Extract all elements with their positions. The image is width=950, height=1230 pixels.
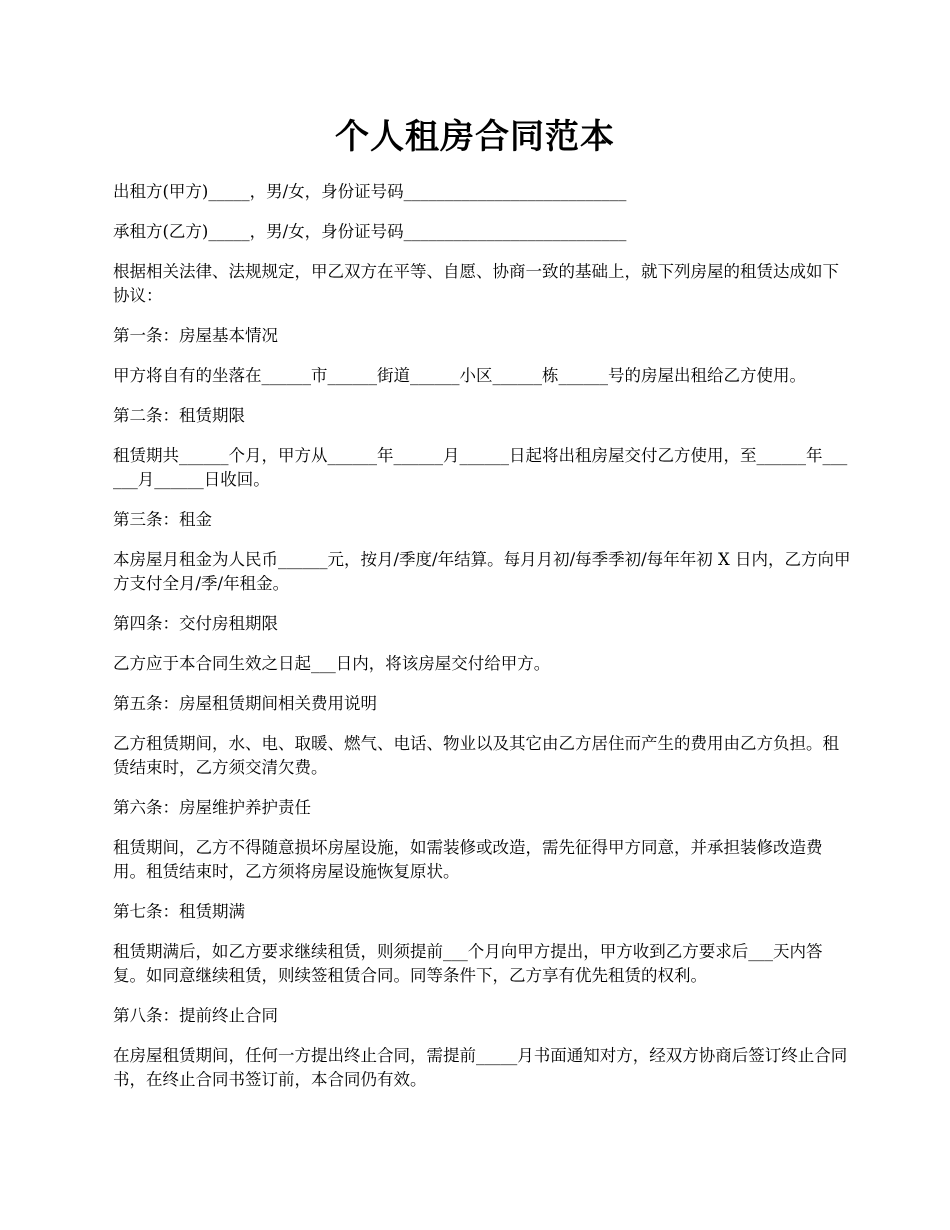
- party-b-line: 承租方(乙方)_____，男/女，身份证号码___________________________: [113, 222, 627, 241]
- article-2-heading: 第二条：租赁期限: [113, 406, 245, 425]
- article-1-heading: 第一条：房屋基本情况: [113, 326, 278, 345]
- article-3-text: 本房屋月租金为人民币______元，按月/季度/年结算。每月月初/每季季初/每年年初 X 日内，乙方向甲方支付全月/季/年租金。: [113, 550, 851, 593]
- article-2-text: 租赁期共______个月，甲方从______年______月______日起将出租房屋交付乙方使用，至______年______月______日收回。: [113, 446, 848, 489]
- article-5-text: 乙方租赁期间，水、电、取暖、燃气、电话、物业以及其它由乙方居住而产生的费用由乙方负担。租赁结束时，乙方须交清欠费。: [113, 734, 839, 777]
- article-7-heading: 第七条：租赁期满: [113, 902, 245, 921]
- article-5-heading: 第五条：房屋租赁期间相关费用说明: [113, 694, 377, 713]
- article-4-text: 乙方应于本合同生效之日起___日内，将该房屋交付给甲方。: [113, 654, 551, 673]
- article-4-heading: 第四条：交付房租期限: [113, 614, 278, 633]
- article-8-text: 在房屋租赁期间，任何一方提出终止合同，需提前_____月书面通知对方，经双方协商后签订终止合同书，在终止合同书签订前，本合同仍有效。: [113, 1046, 848, 1089]
- article-6-heading: 第六条：房屋维护养护责任: [113, 798, 311, 817]
- article-8-heading: 第八条：提前终止合同: [113, 1006, 278, 1025]
- party-a-line: 出租方(甲方)_____，男/女，身份证号码___________________________: [113, 182, 627, 201]
- article-1-text: 甲方将自有的坐落在______市______街道______小区______栋______号的房屋出租给乙方使用。: [113, 366, 806, 385]
- article-3-heading: 第三条：租金: [113, 510, 212, 529]
- document-body: [113, 180, 853, 1108]
- document-title: 个人租房合同范本: [335, 117, 615, 157]
- article-6-text: 租赁期间，乙方不得随意损坏房屋设施，如需装修或改造，需先征得甲方同意，并承担装修改造费用。租赁结束时，乙方须将房屋设施恢复原状。: [113, 838, 823, 881]
- article-7-text: 租赁期满后，如乙方要求继续租赁，则须提前___个月向甲方提出，甲方收到乙方要求后___天内答复。如同意继续租赁，则续签租赁合同。同等条件下，乙方享有优先租赁的权利。: [113, 942, 823, 985]
- preamble-paragraph: 根据相关法律、法规规定，甲乙双方在平等、自愿、协商一致的基础上，就下列房屋的租赁达成如下协议：: [113, 262, 839, 305]
